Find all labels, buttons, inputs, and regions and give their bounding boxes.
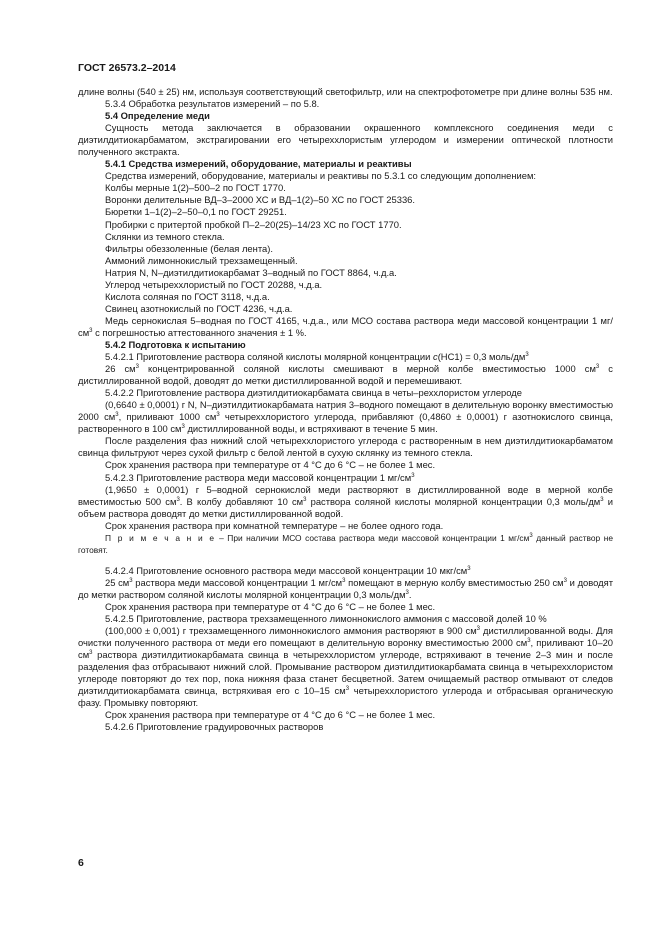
paragraph: 5.3.4 Обработка результатов измерений – по 5.8.	[105, 98, 320, 110]
paragraph: После разделения фаз нижний слой четыреххлористого углерода с растворенным в нем диэтилдитиокарбаматом свинца фильтруют через сухой фильтр с белой лентой в сухую склянку из темного стекла.	[78, 435, 613, 459]
paragraph: (0,6640 ± 0,0001) г N, N–диэтилдитиокарбамата натрия 3–водного помещают в делительную воронку вместимостью 2000 $см^3$, приливают 1000 $см^3$ четыреххлористого углерода, прибавляют (0,4860 ± 0,0001) г азотнокислого свинца, растворенного в 100 $см^3$ дистиллированной воды, и встряхивают в течение 5 мин.	[78, 399, 614, 435]
paragraph: длине волны (540 ± 25) нм, используя соответствующий светофильтр, или на спектрофотометре при длине волны 535 нм.	[78, 86, 613, 97]
note: П р и м е ч а н и е – При наличии МСО состава раствора меди массовой концентрации 1 $мг/см^3$ данный раствор не готовят.	[78, 532, 613, 555]
paragraph: Сущность метода заключается в образовании окрашенного комплексного соединения меди с диэтилдитиокарбаматом, экстрагировании его четыреххлористым углеродом и измерении оптической плотности полученного экстракта.	[78, 122, 613, 158]
list-item: Углерод четыреххлористый по ГОСТ 20288, ч.д.а.	[105, 278, 323, 290]
paragraph: 5.4.2.5 Приготовление, раствора трехзамещенного лимоннокислого аммония с массовой долей 10 %	[105, 613, 547, 625]
paragraph: (1,9650 ± 0,0001) г 5–водной сернокислой меди растворяют в дистиллированной воде в мерной колбе вместимостью 500 $см^3$. В колбу добавляют 10 $см^3$ раствора соляной кислоты молярной концентрации 0,3 моль/$дм^3$ и объем раствора доводят до метки дистиллированной водой.	[78, 483, 614, 519]
list-item: Бюретки 1–1(2)–2–50–0,1 по ГОСТ 29251.	[105, 206, 287, 218]
list-item: Медь сернокислая 5–водная по ГОСТ 4165, ч.д.а., или МСО состава раствора меди массовой концентрации 1 $мг/см^3$ с погрешностью аттестованного значения ± 1 %.	[78, 314, 613, 338]
paragraph: 5.4.2.2 Приготовление раствора диэтилдитиокарбамата свинца в четы–реххлористом углероде	[105, 387, 522, 399]
paragraph: 26 $см^3$ концентрированной соляной кислоты смешивают в мерной колбе вместимостью 1000 $см^3$ с дистиллированной водой, доводят до метки дистиллированной водой и перемешивают.	[78, 363, 613, 387]
section-heading: 5.4.1 Средства измерений, оборудование, материалы и реактивы	[105, 158, 412, 170]
list-item: Натрия N, N–диэтилдитиокарбамат 3–водный по ГОСТ 8864, ч.д.а.	[105, 266, 397, 278]
paragraph: 5.4.2.6 Приготовление градуировочных растворов	[105, 721, 324, 733]
list-item: Кислота соляная по ГОСТ 3118, ч.д.а.	[105, 290, 270, 302]
paragraph: 5.4.2.3 Приготовление раствора меди массовой концентрации 1 $мг/см^3$	[105, 471, 415, 483]
list-item: Фильтры обеззоленные (белая лента).	[105, 242, 273, 254]
section-heading: 5.4.2 Подготовка к испытанию	[105, 338, 246, 350]
list-item: Аммоний лимоннокислый трехзамещенный.	[105, 254, 298, 266]
paragraph: Срок хранения раствора при температуре от 4 °С до 6 °С – не более 1 мес.	[105, 459, 436, 471]
paragraph: 5.4.2.4 Приготовление основного раствора меди массовой концентрации 10 мкг/$см^3$	[105, 564, 471, 576]
list-item: Воронки делительные ВД–3–2000 ХС и ВД–1(2)–50 ХС по ГОСТ 25336.	[105, 194, 415, 206]
list-item: Склянки из темного стекла.	[105, 230, 225, 242]
paragraph: 5.4.2.1 Приготовление раствора соляной кислоты молярной концентрации c(HC1) = 0,3 моль/$дм^3$	[105, 351, 529, 363]
page-header-standard-title: ГОСТ 26573.2–2014	[78, 62, 176, 74]
section-heading: 5.4 Определение меди	[105, 110, 210, 122]
document-body	[78, 86, 613, 733]
paragraph: Срок хранения раствора при комнатной температуре – не более одного года.	[105, 519, 444, 531]
list-item: Свинец азотнокислый по ГОСТ 4236, ч.д.а.	[105, 302, 293, 314]
list-item: Пробирки с притертой пробкой П–2–20(25)–14/23 ХС по ГОСТ 1770.	[105, 218, 402, 230]
spacer	[78, 556, 613, 565]
page-number: 6	[78, 857, 84, 869]
paragraph: 25 $см^3$ раствора меди массовой концентрации 1 $мг/см^3$ помещают в мерную колбу вместимостью 250 $см^3$ и доводят до метки раствором соляной кислоты молярной концентрации 0,3 моль/$дм^3$.	[78, 576, 613, 600]
paragraph: Срок хранения раствора при температуре от 4 °С до 6 °С – не более 1 мес.	[105, 709, 436, 721]
paragraph: Средства измерений, оборудование, материалы и реактивы по 5.3.1 со следующим дополнением:	[105, 170, 537, 182]
list-item: Колбы мерные 1(2)–500–2 по ГОСТ 1770.	[105, 182, 286, 194]
paragraph: (100,000 ± 0,001) г трехзамещенного лимоннокислого аммония растворяют в 900 $см^3$ дистиллированной воды. Для очистки полученного раствора от меди его помещают в делительную воронку вместимостью 2000 $см^3$, приливают 10–20 $см^3$ раствора диэтилдитиокарбамата свинца в четыреххлористом углероде, встряхивают в течение 2–3 мин и после разделения фаз отбрасывают нижний слой. Промывание раствором диэтилдитиокарбамата свинца в четыреххлористом углероде повторяют до тех пор, пока нижняя фаза станет бесцветной. Затем очищаемый раствор отмывают от следов диэтилдитиокарбамата свинца, встряхивая его с 10–15 $см^3$ четыреххлористого углерода и отбрасывая органическую фазу. Промывку повторяют.	[78, 625, 613, 709]
paragraph: Срок хранения раствора при температуре от 4 °С до 6 °С – не более 1 мес.	[105, 600, 436, 612]
